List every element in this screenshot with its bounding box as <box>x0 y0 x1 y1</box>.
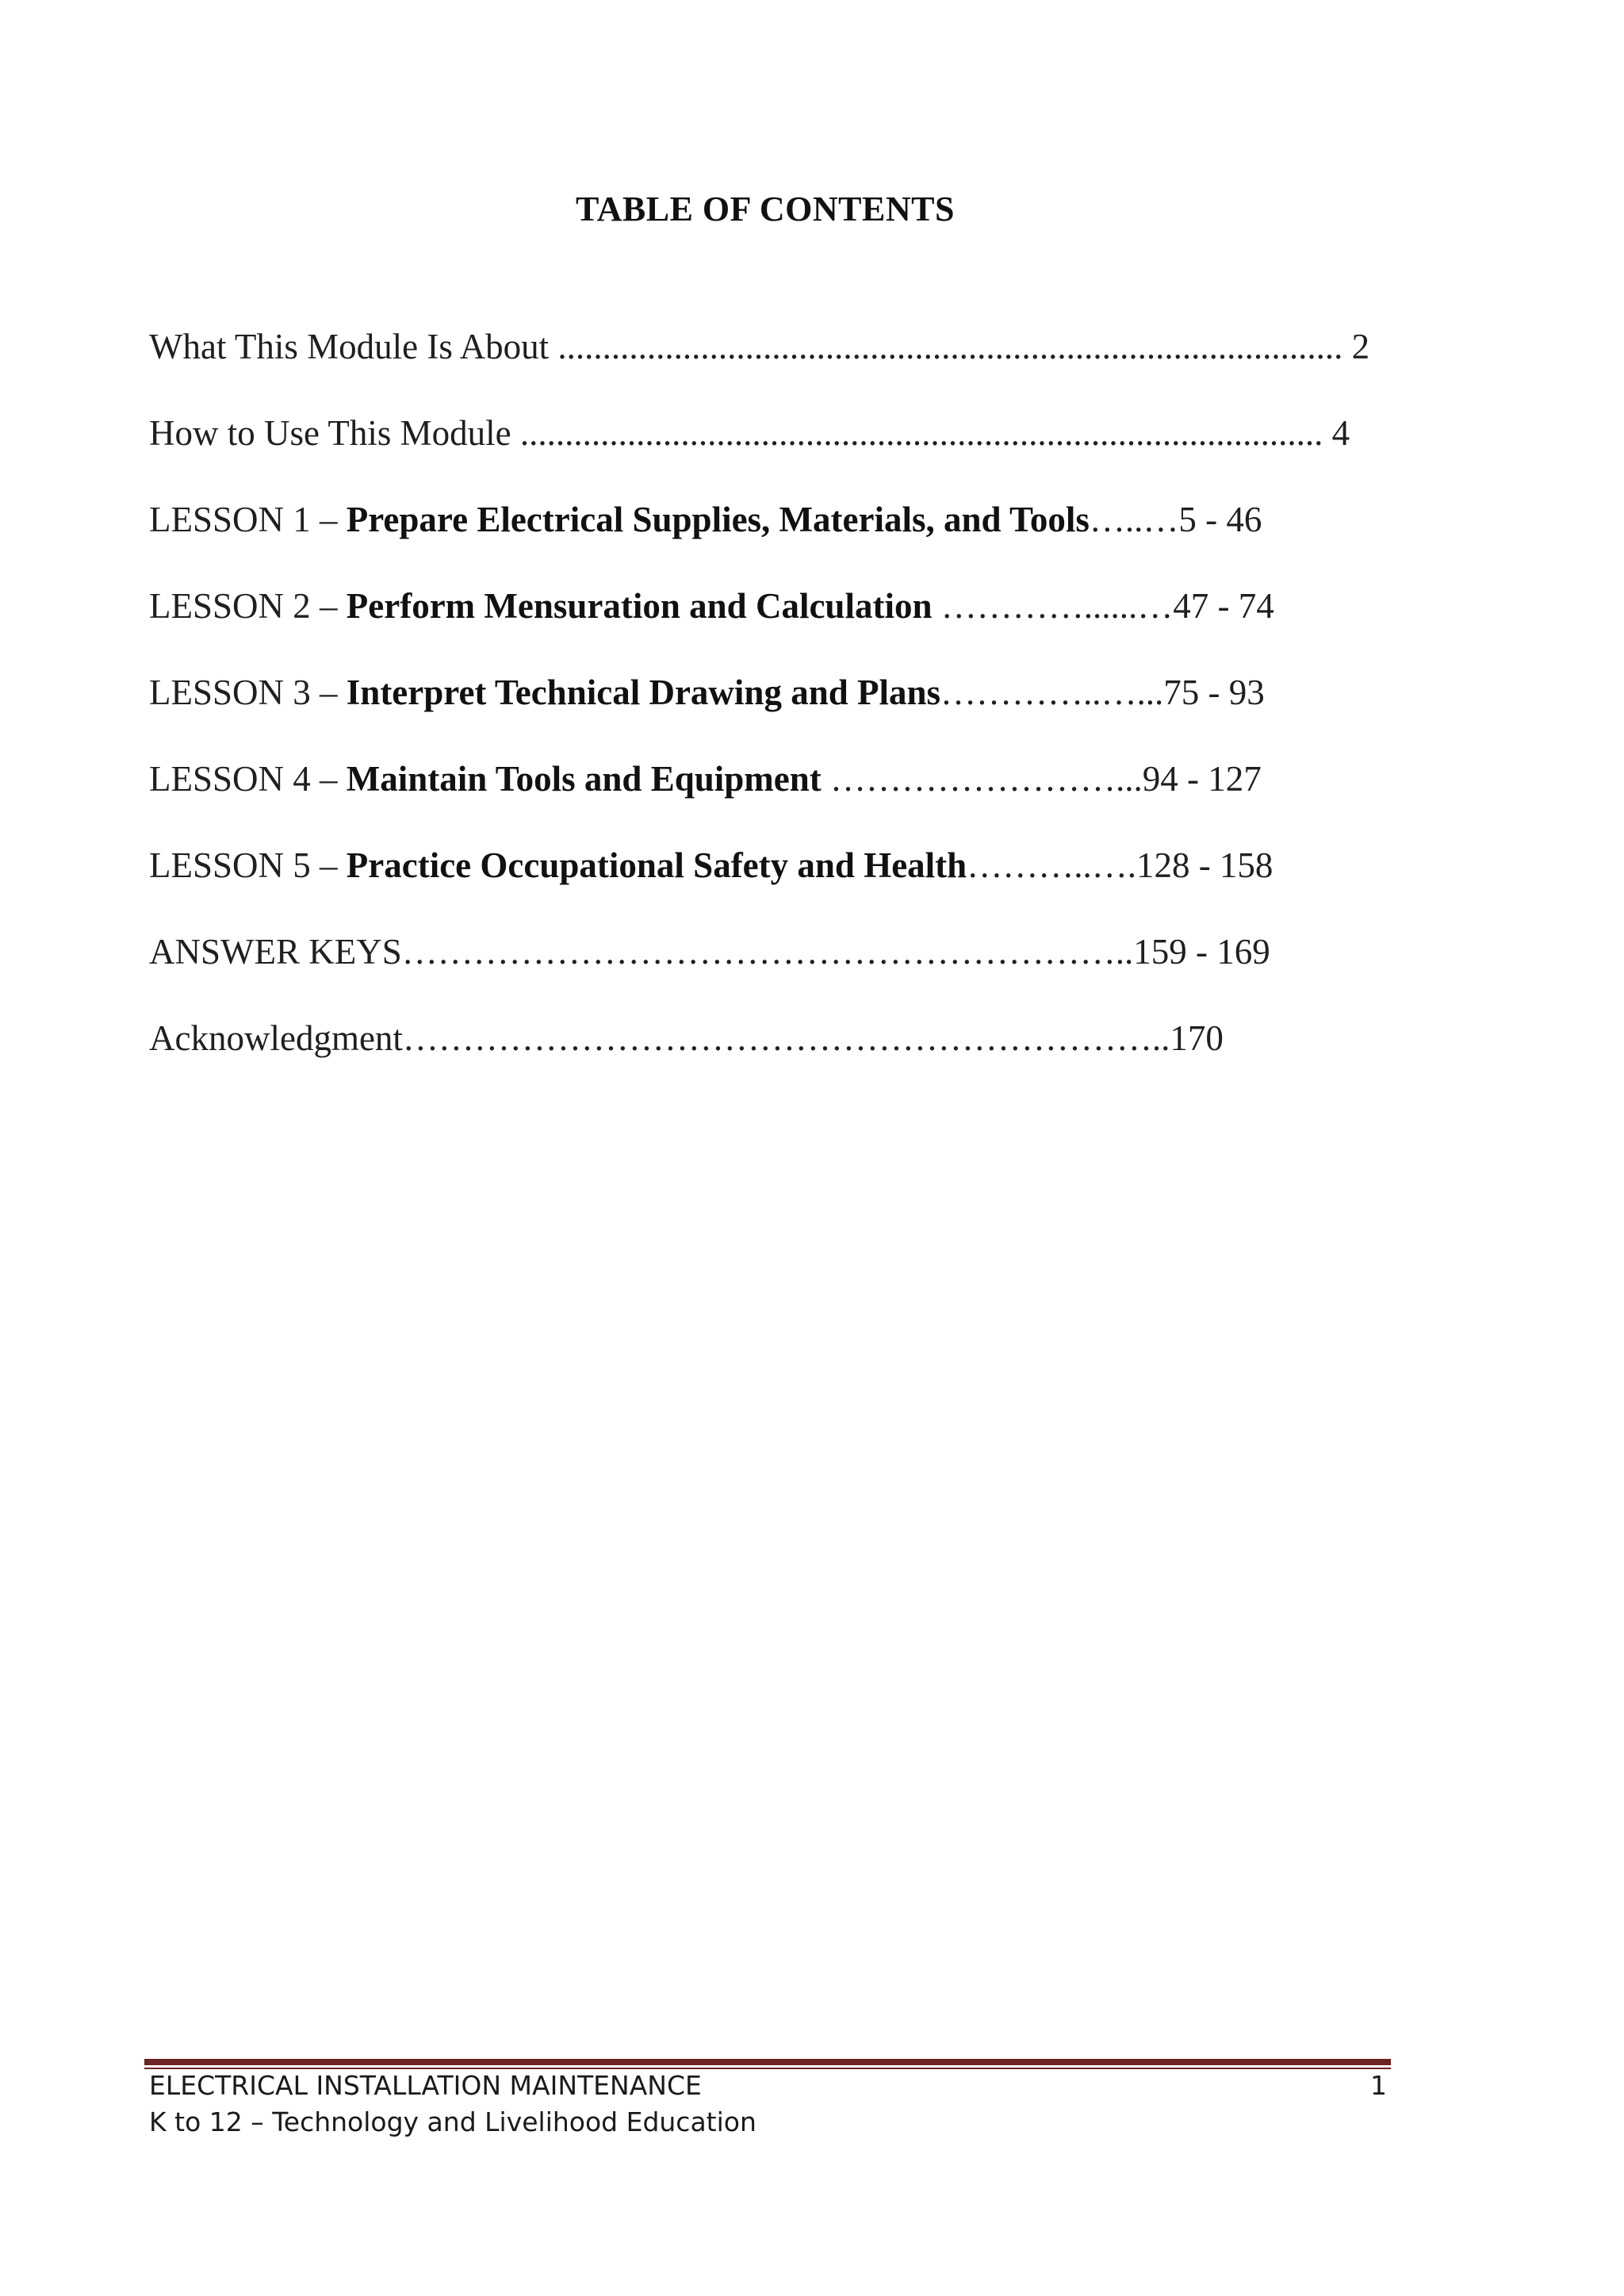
toc-entry-pages: …………......…47 - 74 <box>932 586 1274 626</box>
footer-subtitle: K to 12 – Technology and Livelihood Education <box>149 2106 756 2137</box>
page-title: TABLE OF CONTENTS <box>576 190 955 228</box>
toc-entry-pages: …………..…...75 - 93 <box>940 673 1265 712</box>
toc-entry-text: How to Use This Module .......................................................................................... 4 <box>149 413 1350 453</box>
toc-entry-lesson-4[interactable] <box>149 749 1339 836</box>
toc-entry-module-about[interactable] <box>149 317 1370 404</box>
toc-entry-pages: ………..….128 - 158 <box>967 845 1274 885</box>
toc-list <box>149 317 1370 1095</box>
toc-entry-text: LESSON 3 – <box>149 673 347 712</box>
toc-entry-bold: Perform Mensuration and Calculation <box>346 586 933 626</box>
toc-entry-lesson-1[interactable] <box>149 490 1339 577</box>
toc-entry-how-to-use[interactable] <box>149 404 1350 490</box>
toc-entry-text: Acknowledgment………………………………………………………..170 <box>149 1018 1224 1058</box>
toc-entry-answer-keys[interactable] <box>149 922 1339 1009</box>
toc-entry-lesson-5[interactable] <box>149 836 1339 922</box>
page-number: 1 <box>1370 2070 1387 2101</box>
footer-divider-thin <box>144 2068 1391 2069</box>
toc-entry-pages: ……………………...94 - 127 <box>821 759 1262 799</box>
toc-entry-acknowledgment[interactable] <box>149 1009 1339 1095</box>
toc-entry-text: What This Module Is About ........................................................................................ 2 <box>149 327 1370 366</box>
toc-entry-bold: Prepare Electrical Supplies, Materials, and Tools <box>346 500 1090 539</box>
toc-entry-text: LESSON 2 – <box>149 586 347 626</box>
toc-entry-pages: …..…5 - 46 <box>1089 500 1262 539</box>
toc-entry-bold: Interpret Technical Drawing and Plans <box>346 673 941 712</box>
toc-entry-lesson-2[interactable] <box>149 577 1339 663</box>
footer-module-title: ELECTRICAL INSTALLATION MAINTENANCE <box>149 2070 702 2101</box>
toc-entry-text: LESSON 1 – <box>149 500 347 539</box>
toc-entry-text: LESSON 4 – <box>149 759 347 799</box>
toc-entry-text: LESSON 5 – <box>149 845 347 885</box>
toc-entry-bold: Maintain Tools and Equipment <box>346 759 822 799</box>
toc-entry-lesson-3[interactable] <box>149 663 1339 749</box>
footer-divider-thick <box>144 2059 1391 2065</box>
toc-entry-bold: Practice Occupational Safety and Health <box>346 845 967 885</box>
footer-divider <box>144 2059 1391 2069</box>
toc-entry-text: ANSWER KEYS……………………………………………………..159 - 169 <box>149 932 1270 972</box>
